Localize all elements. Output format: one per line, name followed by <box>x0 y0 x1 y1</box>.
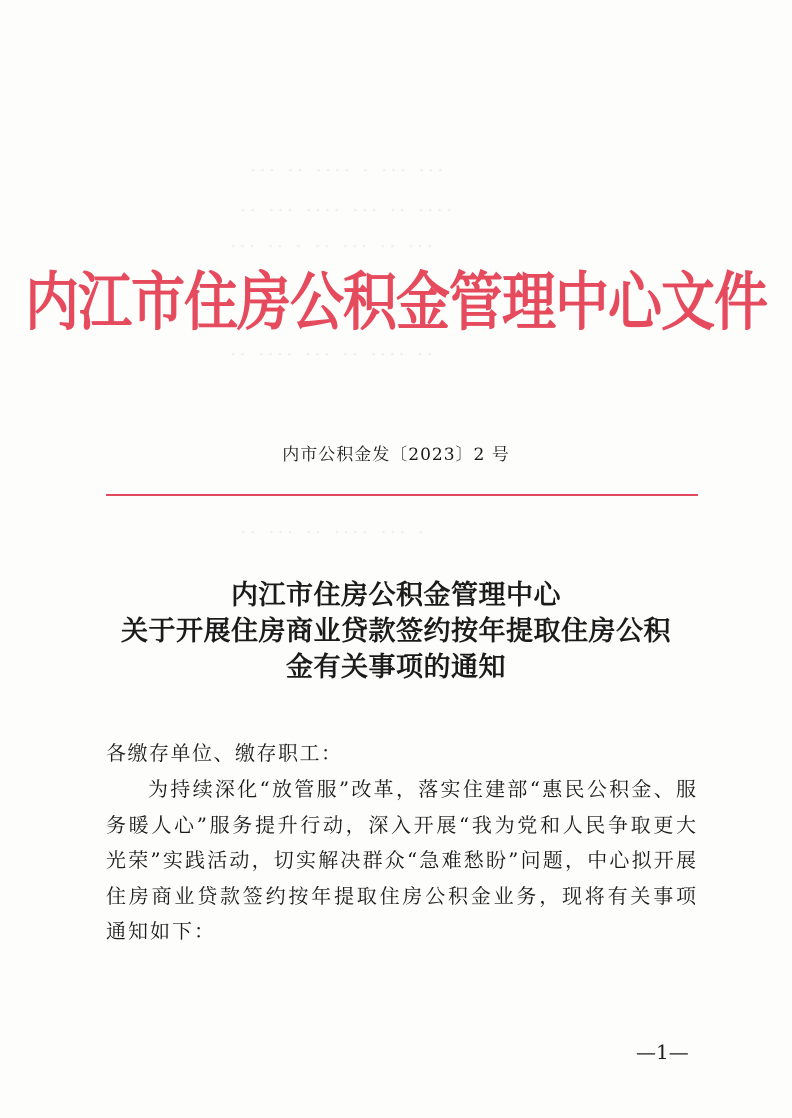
page-number: —1— <box>636 1040 689 1064</box>
red-divider-line <box>106 494 698 496</box>
scan-artifact: ·· ··· ···· ··· ·· ···· <box>240 198 456 222</box>
scan-artifact: ·· ···· ··· ·· ···· ·· <box>230 342 436 366</box>
scan-artifact: ··· ·· ···· · ··· ··· <box>250 158 447 182</box>
notice-title <box>96 578 696 686</box>
document-header-title: 内江市住房公积金管理中心文件 <box>25 264 767 340</box>
scan-artifact: ·· ··· ·· ···· ··· · <box>240 520 428 544</box>
notice-title-line: 内江市住房公积金管理中心 <box>231 580 561 611</box>
notice-title-line: 关于开展住房商业贷款签约按年提取住房公积 <box>121 616 671 647</box>
notice-title-line: 金有关事项的通知 <box>286 652 506 683</box>
body-paragraph: 为持续深化“放管服”改革，落实住建部“惠民公积金、服务暖人心”服务提升行动，深入开展“我为党和人民争取更大光荣”实践活动，切实解决群众“急难愁盼”问题，中心拟开展住房商业贷款签约按年提取住房公积金业务，现将有关事项通知如下： <box>106 777 698 943</box>
salutation: 各缴存单位、缴存职工： <box>106 741 343 765</box>
document-number: 内市公积金发〔2023〕2 号 <box>282 445 510 465</box>
scan-artifact: ··· ·· · ·· ··· ·· ··· <box>230 234 436 258</box>
